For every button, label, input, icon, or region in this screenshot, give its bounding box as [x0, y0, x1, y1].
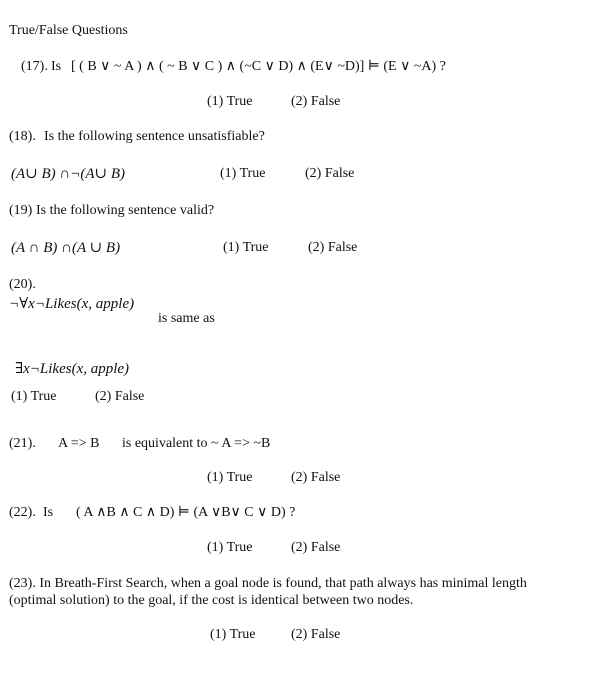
- q22-number: (22).: [9, 505, 36, 520]
- q18-formula: (A∪ B) ∩¬(A∪ B): [11, 166, 125, 182]
- q21-option-true[interactable]: (1) True: [207, 470, 253, 485]
- q19-text: Is the following sentence valid?: [36, 203, 215, 218]
- q20-option-false[interactable]: (2) False: [95, 389, 145, 404]
- q22-intro: Is: [43, 505, 54, 520]
- q21-number: (21).: [9, 436, 36, 451]
- q19-number: (19): [9, 203, 33, 218]
- q19-option-false[interactable]: (2) False: [308, 240, 358, 255]
- q20-option-true[interactable]: (1) True: [11, 389, 57, 404]
- q21-text: is equivalent to ~ A => ~B: [122, 436, 271, 451]
- q20-formula-b: ∃x¬Likes(x, apple): [15, 361, 130, 377]
- q17-option-false[interactable]: (2) False: [291, 94, 341, 109]
- q17-intro: Is: [51, 59, 62, 74]
- q20-connector: is same as: [158, 311, 215, 326]
- q21-option-false[interactable]: (2) False: [291, 470, 341, 485]
- q23-option-false[interactable]: (2) False: [291, 627, 341, 642]
- q17-number: (17).: [21, 59, 48, 74]
- q23-number: (23).: [9, 576, 36, 591]
- q18-text: Is the following sentence unsatisfiable?: [44, 129, 265, 144]
- q22-option-true[interactable]: (1) True: [207, 540, 253, 555]
- q20-formula-a: ¬∀x¬Likes(x, apple): [9, 296, 135, 312]
- q23-paragraph: [9, 575, 569, 609]
- q22-statement: ( A ∧B ∧ C ∧ D) ⊨ (A ∨B∨ C ∨ D) ?: [76, 505, 296, 520]
- q19-option-true[interactable]: (1) True: [223, 240, 269, 255]
- q17-statement: [ ( B ∨ ~ A ) ∧ ( ~ B ∨ C ) ∧ (~C ∨ D) ∧ (E∨ ~D)] ⊨ (E ∨ ~A) ?: [71, 59, 446, 74]
- q18-number: (18).: [9, 129, 36, 144]
- q23-option-true[interactable]: (1) True: [210, 627, 256, 642]
- q19-formula: (A ∩ B) ∩(A ∪ B): [11, 240, 121, 256]
- q18-option-false[interactable]: (2) False: [305, 166, 355, 181]
- q22-option-false[interactable]: (2) False: [291, 540, 341, 555]
- q18-option-true[interactable]: (1) True: [220, 166, 266, 181]
- q20-number: (20).: [9, 277, 36, 292]
- page-title: True/False Questions: [9, 23, 128, 38]
- q23-text: In Breath-First Search, when a goal node is found, that path always has minimal length (optimal solution) to the goal, if the cost is identical between two nodes.: [9, 576, 527, 608]
- q17-option-true[interactable]: (1) True: [207, 94, 253, 109]
- q21-statement: A => B: [58, 436, 100, 451]
